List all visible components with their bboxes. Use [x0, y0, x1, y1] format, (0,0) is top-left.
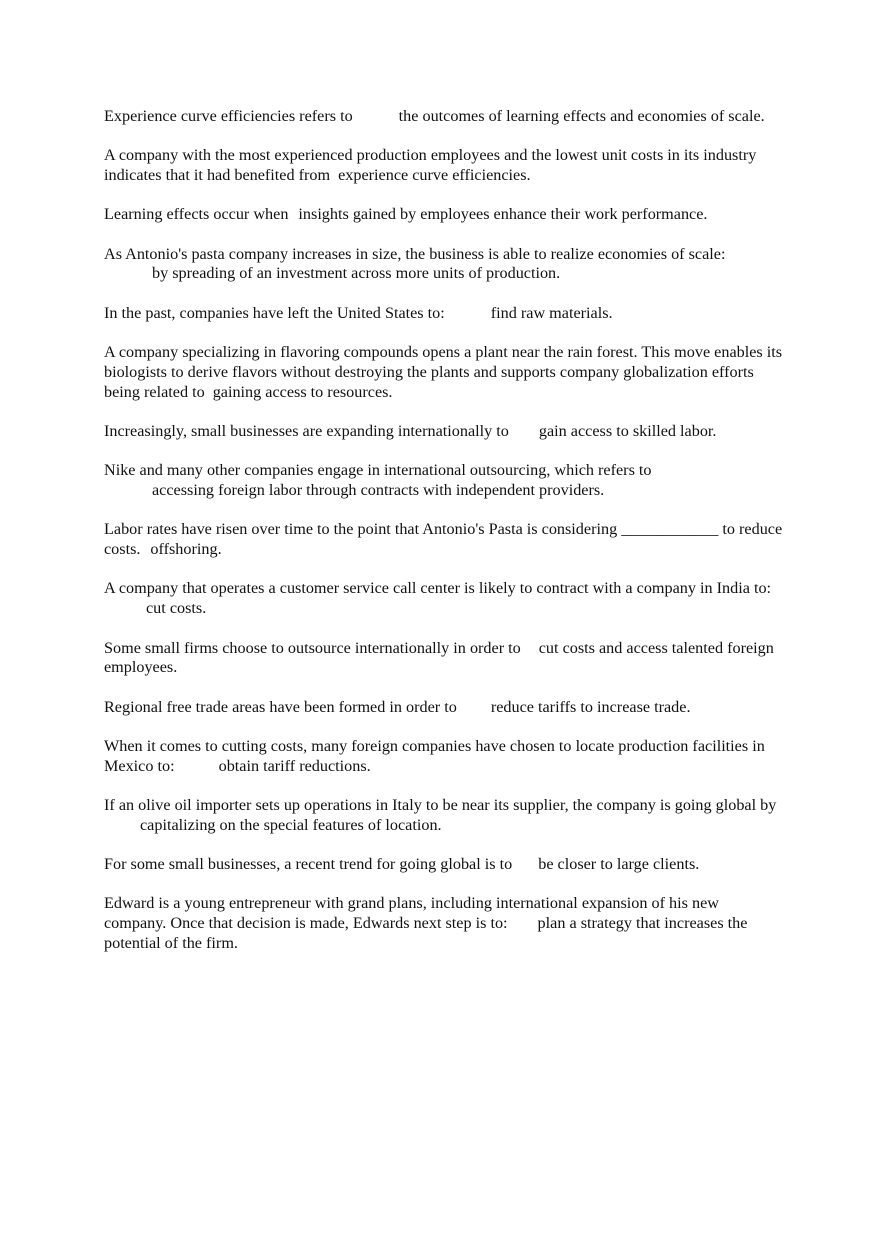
qa-list — [104, 107, 784, 973]
qa-item — [104, 737, 784, 777]
answer-text: plan a strategy that increases the potential of the firm. — [104, 914, 748, 953]
answer-text: the outcomes of learning effects and economies of scale. — [398, 107, 765, 125]
qa-item — [104, 245, 784, 285]
question-text: Some small firms choose to outsource internationally in order to — [104, 638, 521, 657]
answer-text: accessing foreign labor through contracts with independent providers. — [152, 481, 605, 500]
answer-text: by spreading of an investment across more units of production. — [152, 264, 561, 283]
answer-text: cut costs. — [146, 599, 207, 618]
question-text: As Antonio's pasta company increases in size, the business is able to realize economies of scale: — [104, 244, 726, 263]
qa-item — [104, 796, 784, 836]
qa-item — [104, 146, 784, 186]
qa-item — [104, 579, 784, 619]
question-text: Labor rates have risen over time to the point that Antonio's Pasta is considering ____________ to reduce costs. — [104, 520, 783, 559]
question-text: Learning effects occur when — [104, 205, 289, 224]
answer-text: cut costs and access talented foreign employees. — [104, 638, 774, 677]
qa-item — [104, 343, 784, 402]
answer-text: experience curve efficiencies. — [338, 166, 531, 185]
answer-text: find raw materials. — [490, 303, 613, 322]
question-text: Experience curve efficiencies refers to — [104, 107, 353, 125]
qa-item — [104, 107, 784, 127]
qa-item — [104, 894, 784, 953]
answer-text: insights gained by employees enhance their work performance. — [298, 205, 708, 224]
qa-item — [104, 461, 784, 501]
question-text: If an olive oil importer sets up operations in Italy to be near its supplier, the company is going global by — [104, 796, 777, 815]
qa-item — [104, 639, 784, 679]
qa-item — [104, 855, 784, 875]
question-text: A company with the most experienced production employees and the lowest unit costs in its industry indicates that it had benefited from — [104, 146, 757, 185]
answer-text: capitalizing on the special features of location. — [140, 815, 442, 834]
question-text: In the past, companies have left the United States to: — [104, 303, 445, 322]
answer-text: reduce tariffs to increase trade. — [490, 697, 691, 716]
question-text: Increasingly, small businesses are expanding internationally to — [104, 421, 509, 440]
question-text: When it comes to cutting costs, many foreign companies have chosen to locate production facilities in Mexico to: — [104, 736, 765, 775]
question-text: Regional free trade areas have been formed in order to — [104, 697, 457, 716]
question-text: Edward is a young entrepreneur with grand plans, including international expansion of his new company. Once that decision is made, Edwards next step is to: — [104, 894, 719, 933]
qa-item — [104, 422, 784, 442]
answer-text: be closer to large clients. — [538, 855, 700, 874]
question-text: For some small businesses, a recent trend for going global is to — [104, 855, 513, 874]
question-text: A company that operates a customer service call center is likely to contract with a company in India to: — [104, 579, 772, 598]
question-text: A company specializing in flavoring compounds opens a plant near the rain forest. This move enables its biologists to derive flavors without destroying the plants and supports company globalization efforts being related to — [104, 343, 783, 401]
qa-item — [104, 698, 784, 718]
question-text: Nike and many other companies engage in international outsourcing, which refers to — [104, 461, 652, 480]
qa-item — [104, 304, 784, 324]
answer-text: obtain tariff reductions. — [218, 756, 371, 775]
qa-item — [104, 205, 784, 225]
answer-text: gaining access to resources. — [212, 382, 393, 401]
answer-text: gain access to skilled labor. — [538, 421, 717, 440]
qa-item — [104, 520, 784, 560]
answer-text: offshoring. — [150, 540, 222, 559]
